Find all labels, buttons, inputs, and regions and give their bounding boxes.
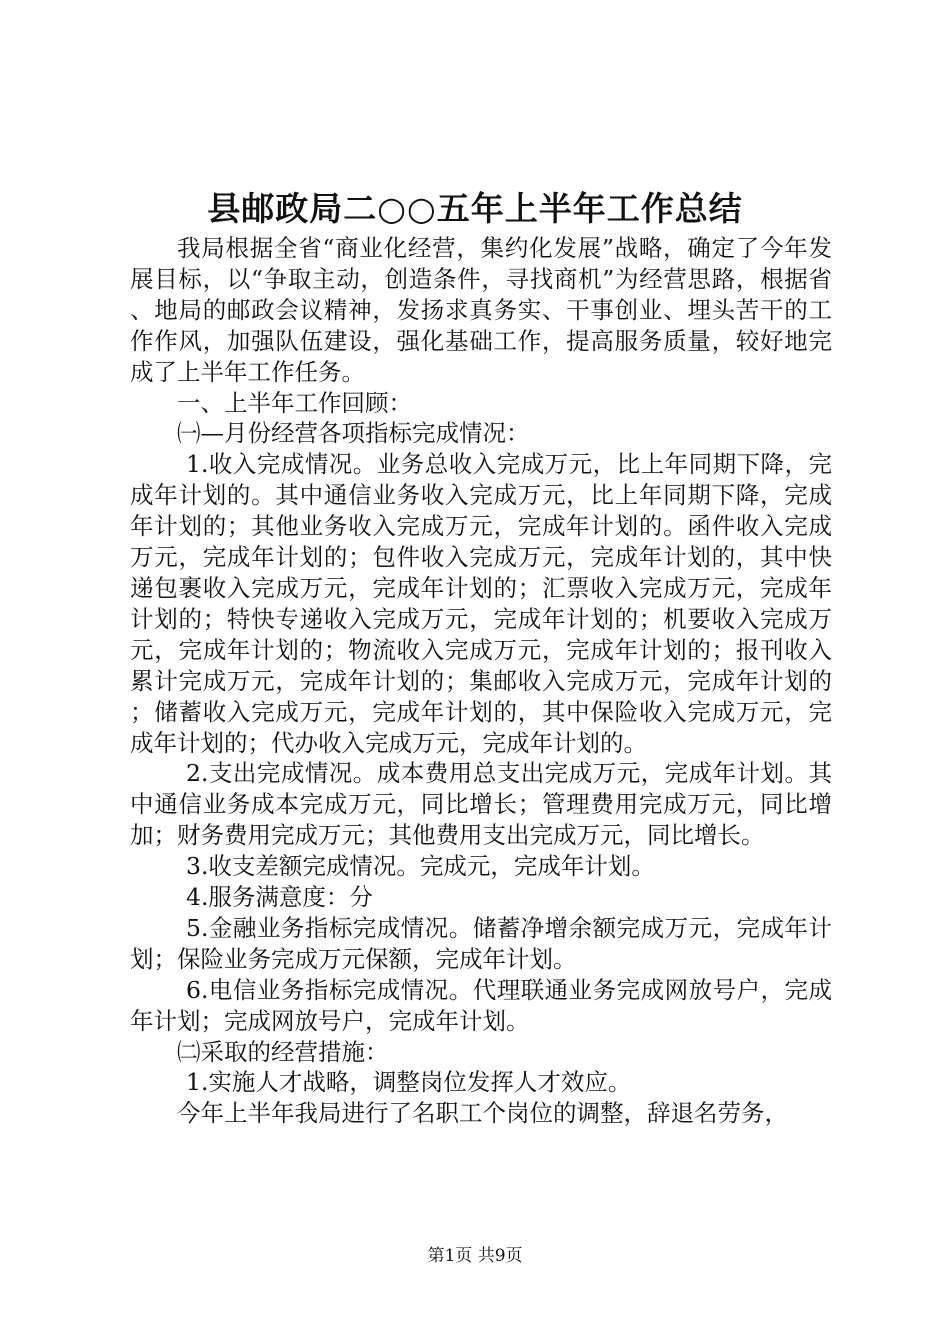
list-item-revenue: 1.收入完成情况。业务总收入完成万元，比上年同期下降，完成年计划的。其中通信业务收入完成万元，比上年同期下降，完成年计划的；其他业务收入完成万元，完成年计划的。函件收入完成万元，完成年计划的；包件收入完成万元，完成年计划的，其中快递包裹收入完成万元，完成年计划的；汇票收入完成万元，完成年计划的；特快专递收入完成万元，完成年计划的；机要收入完成万元，完成年计划的；物流收入完成万元，完成年计划的；报刊收入累计完成万元，完成年计划的；集邮收入完成万元，完成年计划的；储蓄收入完成万元，完成年计划的，其中保险收入完成万元，完成年计划的；代办收入完成万元，完成年计划的。 (130, 450, 832, 757)
intro-paragraph: 我局根据全省“商业化经营，集约化发展”战略，确定了今年发展目标，以“争取主动，创造条件，寻找商机”为经营思路，根据省、地局的邮政会议精神，发扬求真务实、干事创业、埋头苦干的工作作风，加强队伍建设，强化基础工作，提高服务质量，较好地完成了上半年工作任务。 (130, 234, 832, 386)
section-heading: 一、上半年工作回顾： (177, 388, 412, 417)
list-item-telecom: 6.电信业务指标完成情况。代理联通业务完成网放号户，完成年计划；完成网放号户，完成年计划。 (130, 975, 832, 1035)
page-footer: 第1页 共9页 (427, 1246, 523, 1266)
subsection-heading: ㈡采取的经营措施： (177, 1037, 389, 1066)
document-body (130, 233, 832, 1129)
subsection-heading: ㈠—月份经营各项指标完成情况： (177, 419, 530, 448)
document-title: 县邮政局二○○五年上半年工作总结 (207, 189, 743, 228)
list-item-finance: 5.金融业务指标完成情况。储蓄净增余额完成万元，完成年计划；保险业务完成万元保额，完成年计划。 (130, 913, 832, 973)
list-item-satisfaction: 4.服务满意度：分 (186, 883, 373, 912)
list-item-talent: 1.实施人才战略，调整岗位发挥人才效应。 (186, 1068, 632, 1097)
body-paragraph: 今年上半年我局进行了名职工个岗位的调整，辞退名劳务， (177, 1099, 788, 1128)
list-item-expenditure: 2.支出完成情况。成本费用总支出完成万元，完成年计划。其中通信业务成本完成万元，同比增长；管理费用完成万元，同比增加；财务费用完成万元；其他费用支出完成万元，同比增长。 (130, 759, 832, 850)
list-item-balance: 3.收支差额完成情况。完成元，完成年计划。 (186, 852, 655, 881)
